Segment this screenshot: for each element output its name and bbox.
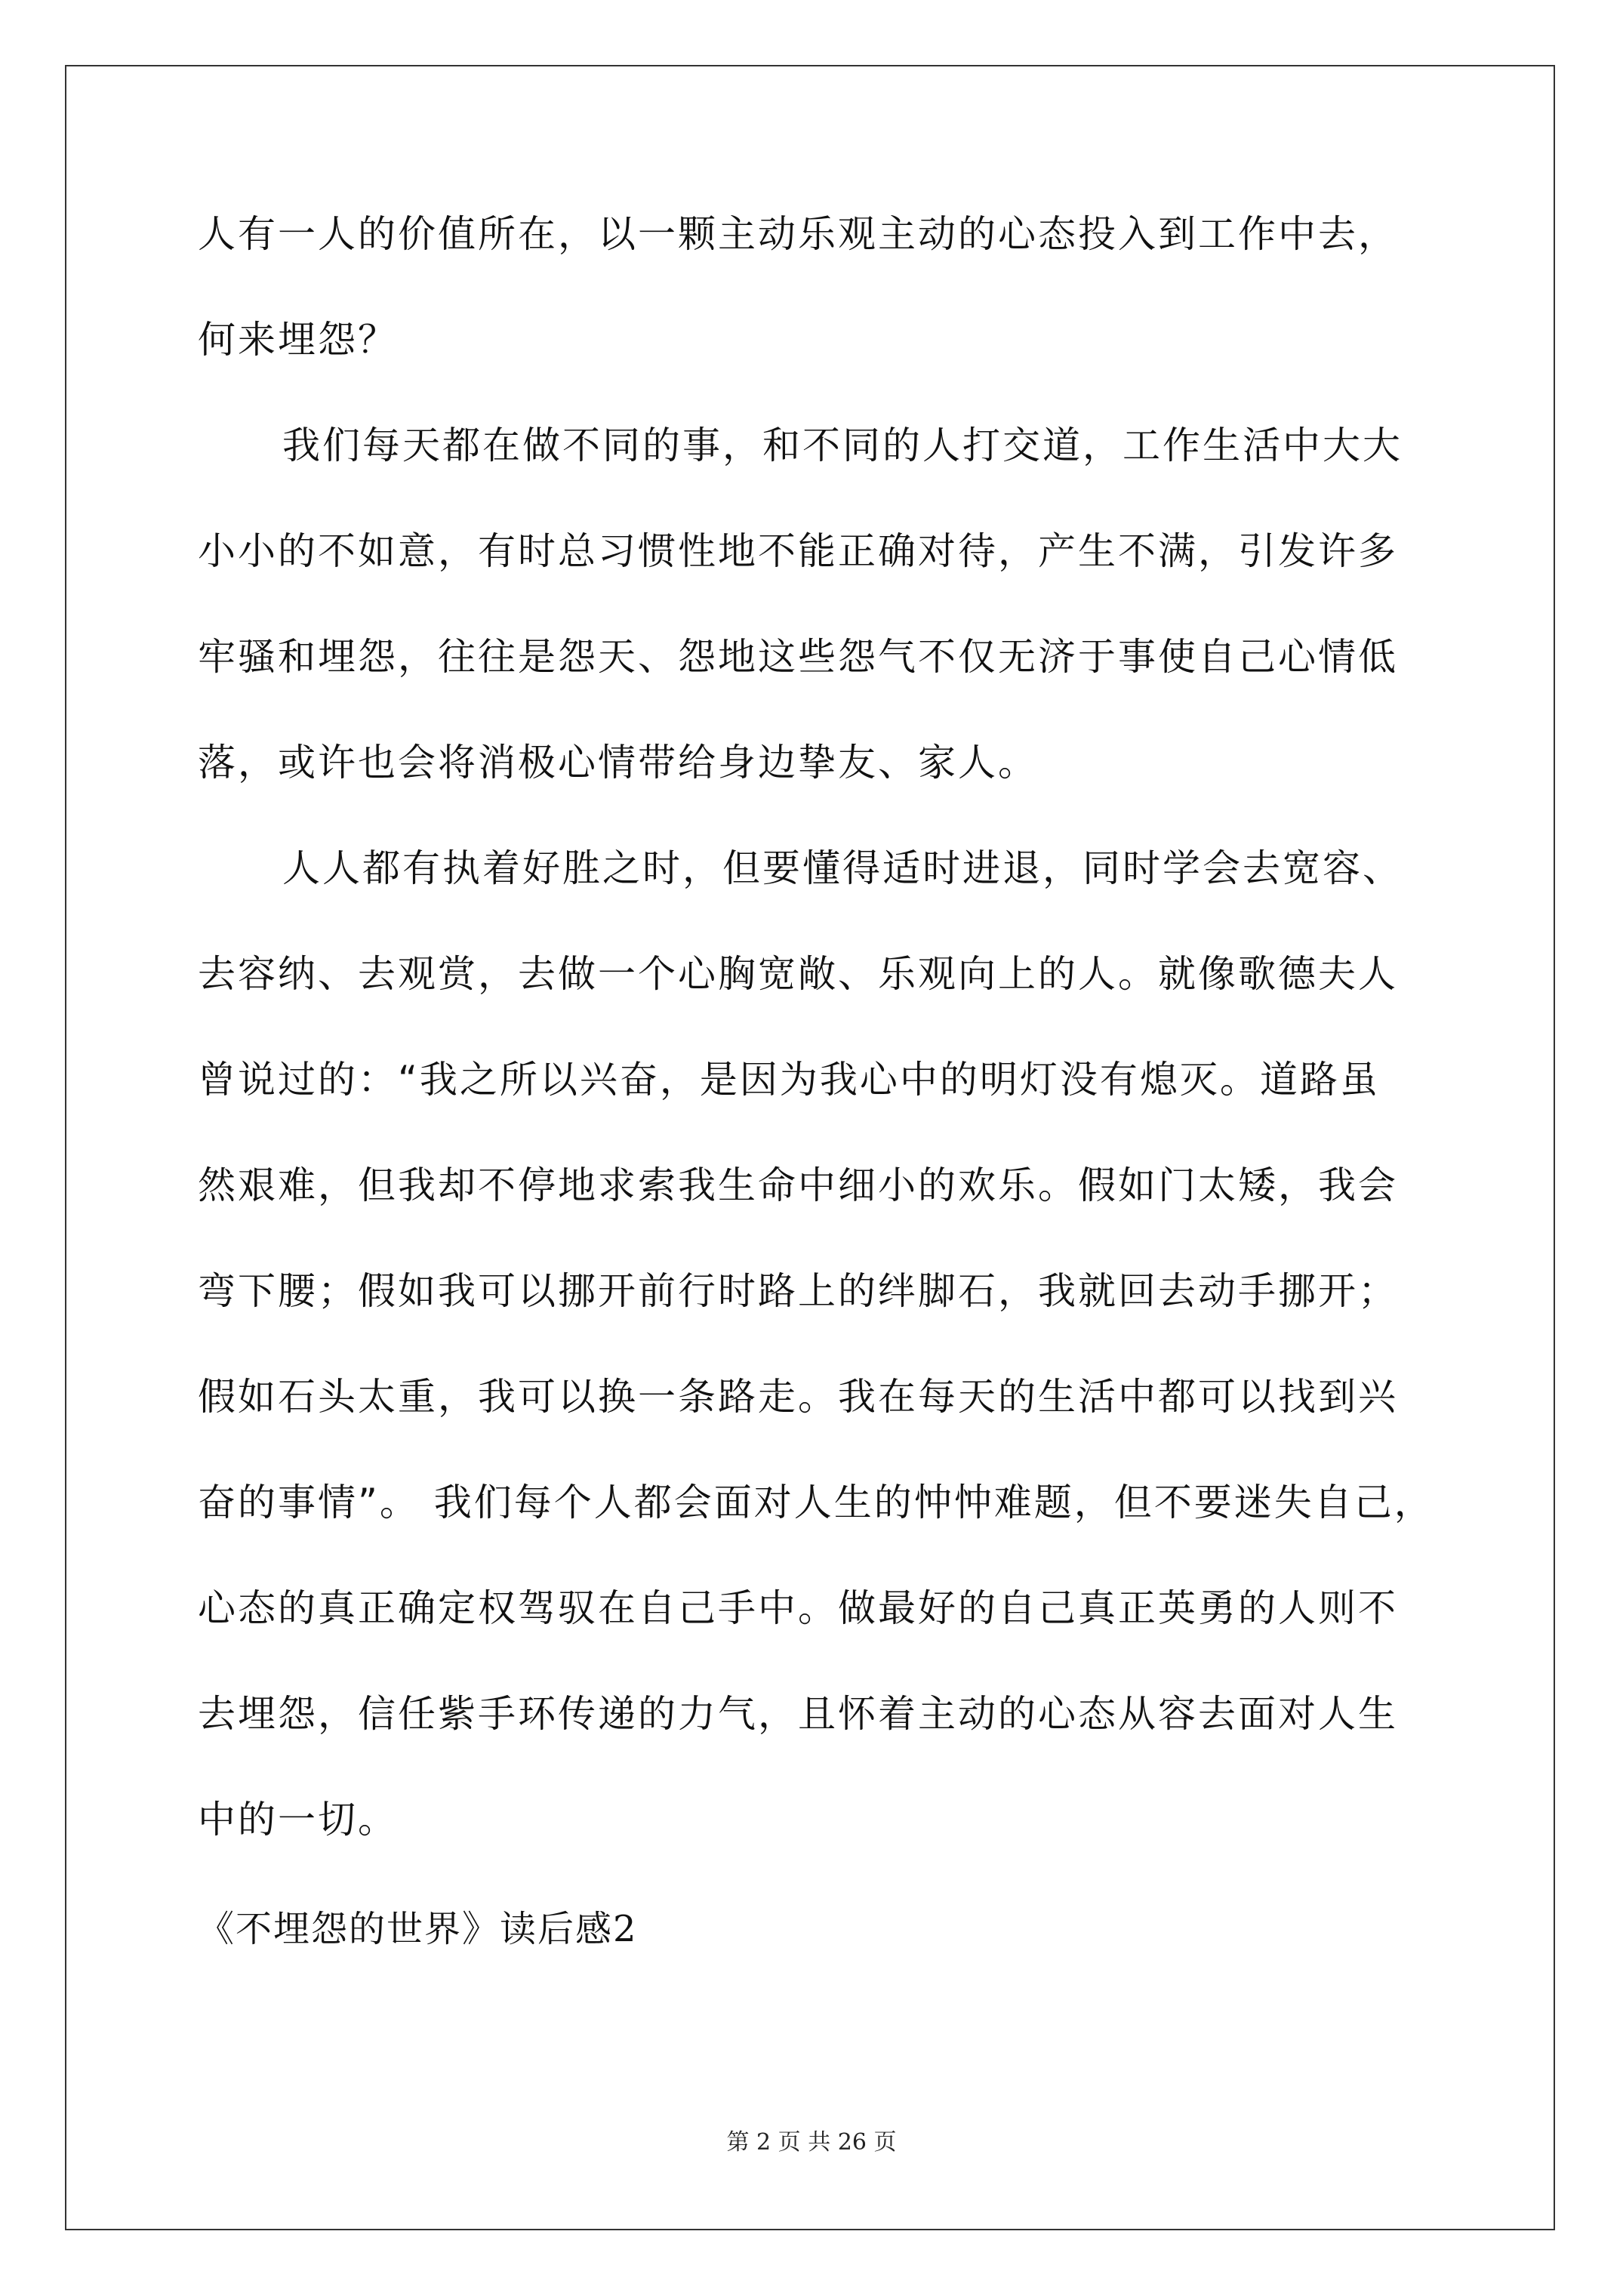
page-number: 第 2 页 共 26 页 [726, 2129, 897, 2156]
text-line: 然艰难，但我却不停地求索我生命中细小的欢乐。假如门太矮，我会 [198, 1163, 1398, 1207]
text-line: 何来埋怨？ [198, 318, 398, 362]
text-line: 假如石头太重，我可以换一条路走。我在每天的生活中都可以找到兴 [198, 1375, 1398, 1419]
paragraph-3 [198, 815, 1466, 1872]
text-line: 牢骚和埋怨，往往是怨天、怨地这些怨气不仅无济于事使自己心情低 [198, 635, 1398, 679]
text-line: 落，或许也会将消极心情带给身边挚友、家人。 [198, 741, 1038, 784]
text-line: 小小的不如意，有时总习惯性地不能正确对待，产生不满，引发许多 [198, 529, 1398, 573]
paragraph-2 [198, 393, 1466, 815]
text-line: 曾说过的：“我之所以兴奋，是因为我心中的明灯没有熄灭。道路虽 [198, 1058, 1380, 1102]
section-heading: 《不埋怨的世界》读后感2 [198, 1908, 638, 1950]
text-line: 去埋怨，信任紫手环传递的力气，且怀着主动的心态从容去面对人生 [198, 1692, 1398, 1736]
text-line: 去容纳、去观赏，去做一个心胸宽敞、乐观向上的人。就像歌德夫人 [198, 952, 1398, 996]
text-line: 中的一切。 [198, 1798, 398, 1841]
paragraph-1 [198, 181, 1466, 393]
text-line: 心态的真正确定权驾驭在自己手中。做最好的自己真正英勇的人则不 [198, 1586, 1398, 1630]
text-line: 人有一人的价值所在，以一颗主动乐观主动的心态投入到工作中去， [198, 212, 1398, 256]
text-line: 人人都有执着好胜之时，但要懂得适时进退，同时学会去宽容、 [282, 846, 1403, 890]
text-line: 弯下腰；假如我可以挪开前行时路上的绊脚石，我就回去动手挪开； [198, 1269, 1398, 1313]
document-body [198, 181, 1466, 1986]
text-line: 奋的事情”。 我们每个人都会面对人生的忡忡难题，但不要迷失自己， [198, 1481, 1434, 1524]
text-line: 我们每天都在做不同的事，和不同的人打交道，工作生活中大大 [282, 424, 1403, 467]
